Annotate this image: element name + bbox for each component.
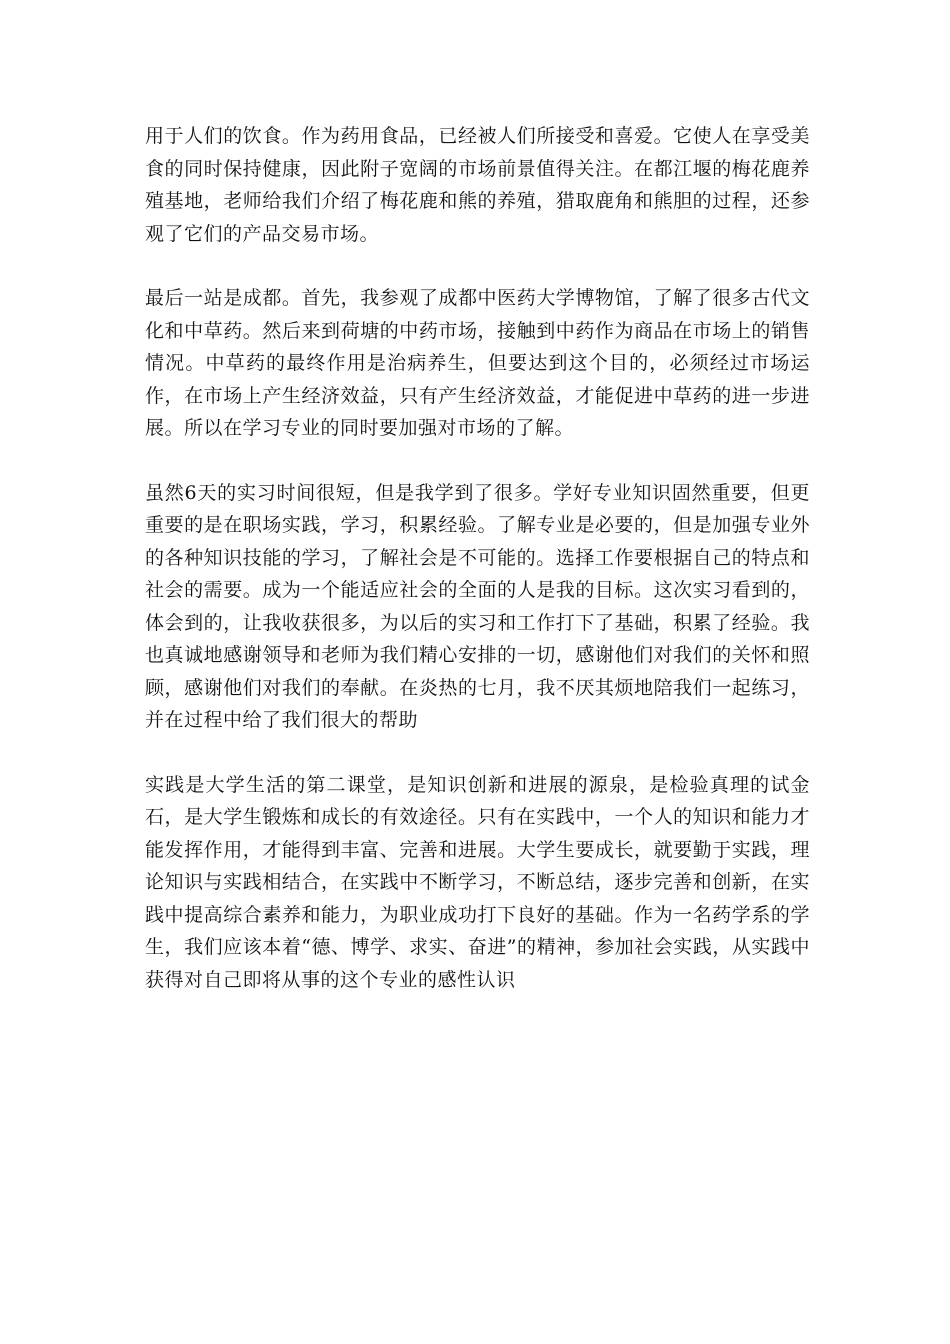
paragraph-3: 虽然6天的实习时间很短，但是我学到了很多。学好专业知识固然重要，但更重要的是在职场实践，学习，积累经验。了解专业是必要的，但是加强专业外的各种知识技能的学习，了解社会是不可能的。选择工作要根据自己的特点和社会的需要。成为一个能适应社会的全面的人是我的目标。这次实习看到的，体会到的，让我收获很多，为以后的实习和工作打下了基础，积累了经验。我也真诚地感谢领导和老师为我们精心安排的一切，感谢他们对我们的关怀和照顾，感谢他们对我们的奉献。在炎热的七月，我不厌其烦地陪我们一起练习，并在过程中给了我们很大的帮助 xyxy=(145,481,810,731)
paragraph-4: 实践是大学生活的第二课堂，是知识创新和进展的源泉，是检验真理的试金石，是大学生锻炼和成长的有效途径。只有在实践中，一个人的知识和能力才能发挥作用，才能得到丰富、完善和进展。大学生要成长，就要勤于实践，理论知识与实践相结合，在实践中不断学习，不断总结，逐步完善和创新，在实践中提高综合素养和能力，为职业成功打下良好的基础。作为一名药学系的学生，我们应该本着“德、博学、求实、奋进”的精神，参加社会实践，从实践中获得对自己即将从事的这个专业的感性认识 xyxy=(145,773,810,991)
paragraph-2: 最后一站是成都。首先，我参观了成都中医药大学博物馆，了解了很多古代文化和中草药。然后来到荷塘的中药市场，接触到中药作为商品在市场上的销售情况。中草药的最终作用是治病养生，但要达到这个目的，必须经过市场运作，在市场上产生经济效益，只有产生经济效益，才能促进中草药的进一步进展。所以在学习专业的同时要加强对市场的了解。 xyxy=(145,287,810,439)
paragraph-1: 用于人们的饮食。作为药用食品，已经被人们所接受和喜爱。它使人在享受美食的同时保持健康，因此附子宽阔的市场前景值得关注。在都江堰的梅花鹿养殖基地，老师给我们介绍了梅花鹿和熊的养殖，猎取鹿角和熊胆的过程，还参观了它们的产品交易市场。 xyxy=(145,125,810,245)
document-body xyxy=(145,120,810,996)
